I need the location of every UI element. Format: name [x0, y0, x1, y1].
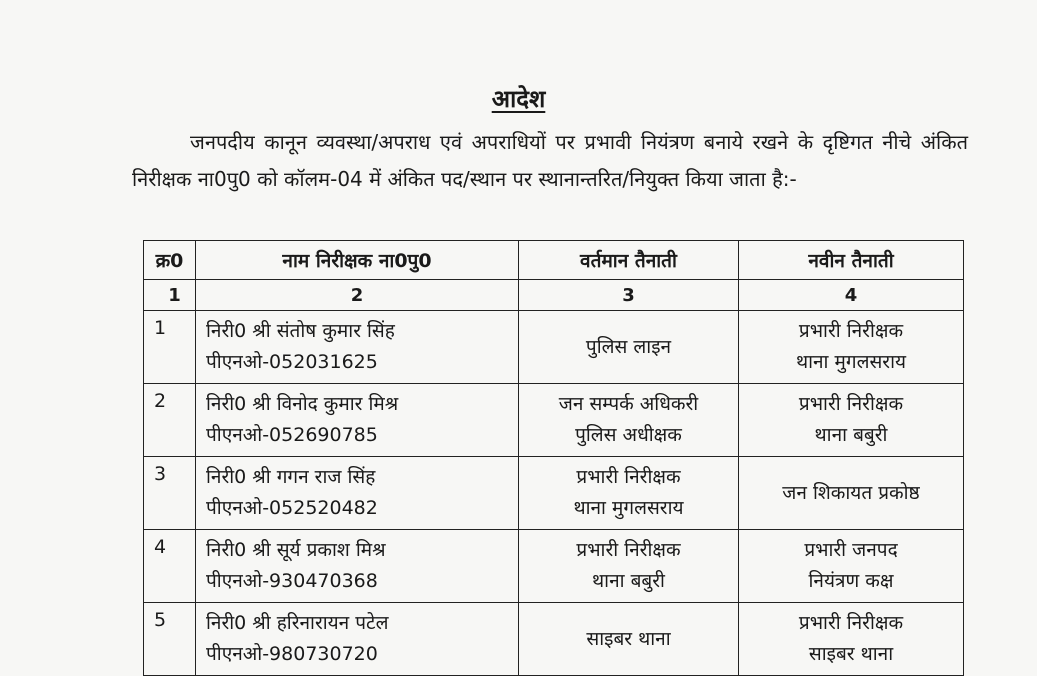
column-number-row: [144, 280, 964, 311]
current-posting-line: प्रभारी निरीक्षक: [576, 539, 681, 561]
inspector-pno: पीएनओ-052031625: [206, 351, 378, 373]
header-sn: क्र0: [144, 241, 196, 280]
column-number: 4: [739, 280, 964, 311]
header-row: [144, 241, 964, 280]
new-posting-line: प्रभारी निरीक्षक: [798, 320, 904, 342]
new-posting-line: नियंत्रण कक्ष: [808, 570, 894, 592]
row-serial: 2: [144, 384, 196, 457]
inspector-cell: [196, 457, 519, 530]
inspector-cell: [196, 311, 519, 384]
current-posting: [519, 603, 739, 676]
current-posting: [519, 530, 739, 603]
inspector-cell: [196, 603, 519, 676]
transfer-table: [143, 240, 964, 676]
new-posting-line: थाना बबुरी: [814, 424, 888, 446]
row-serial: 5: [144, 603, 196, 676]
row-serial: 3: [144, 457, 196, 530]
table-row: [144, 457, 964, 530]
inspector-name: निरी0 श्री हरिनारायन पटेल: [206, 612, 389, 634]
header-current-posting: वर्तमान तैनाती: [519, 241, 739, 280]
document-title: आदेश: [491, 85, 546, 113]
new-posting: [739, 603, 964, 676]
new-posting-line: प्रभारी जनपद: [804, 539, 898, 561]
new-posting: [739, 384, 964, 457]
new-posting-line: जन शिकायत प्रकोष्ठ: [782, 481, 920, 504]
inspector-cell: [196, 384, 519, 457]
new-posting-line: प्रभारी निरीक्षक: [798, 393, 904, 415]
new-posting-line: साइबर थाना: [808, 643, 894, 665]
inspector-name: निरी0 श्री संतोष कुमार सिंह: [206, 320, 395, 342]
current-posting-line: पुलिस अधीक्षक: [575, 424, 682, 446]
column-number: 3: [519, 280, 739, 311]
row-serial: 1: [144, 311, 196, 384]
current-posting-line: थाना मुगलसराय: [573, 497, 684, 519]
inspector-cell: [196, 530, 519, 603]
inspector-name: निरी0 श्री सूर्य प्रकाश मिश्र: [206, 539, 386, 561]
current-posting-line: पुलिस लाइन: [585, 335, 672, 358]
header-name: नाम निरीक्षक ना0पु0: [196, 241, 519, 280]
current-posting: [519, 384, 739, 457]
current-posting-line: जन सम्पर्क अधिकरी: [558, 393, 699, 415]
inspector-pno: पीएनओ-052520482: [206, 497, 378, 519]
inspector-pno: पीएनओ-052690785: [206, 424, 378, 446]
table-row: [144, 311, 964, 384]
new-posting: [739, 457, 964, 530]
order-paragraph: जनपदीय कानून व्यवस्था/अपराध एवं अपराधियों पर प्रभावी नियंत्रण बनाये रखने के दृष्टिगत नीचे अंकित निरीक्षक ना0पु0 को कॉलम-04 में अंकित पद/स्थान पर स्थानान्तरित/नियुक्त किया जाता है:-: [132, 130, 968, 191]
new-posting: [739, 530, 964, 603]
current-posting: [519, 311, 739, 384]
table-row: [144, 384, 964, 457]
inspector-name: निरी0 श्री विनोद कुमार मिश्र: [206, 393, 399, 415]
current-posting-line: प्रभारी निरीक्षक: [576, 466, 681, 488]
current-posting-line: साइबर थाना: [586, 627, 671, 650]
new-posting-line: थाना मुगलसराय: [795, 351, 907, 373]
inspector-pno: पीएनओ-930470368: [206, 570, 378, 592]
table-row: [144, 530, 964, 603]
inspector-name: निरी0 श्री गगन राज सिंह: [206, 466, 376, 488]
column-number: 2: [196, 280, 519, 311]
inspector-pno: पीएनओ-980730720: [206, 643, 378, 665]
column-number: 1: [144, 280, 196, 311]
table-row: [144, 603, 964, 676]
new-posting: [739, 311, 964, 384]
row-serial: 4: [144, 530, 196, 603]
new-posting-line: प्रभारी निरीक्षक: [798, 612, 904, 634]
header-new-posting: नवीन तैनाती: [739, 241, 964, 280]
current-posting-line: थाना बबुरी: [592, 570, 665, 592]
current-posting: [519, 457, 739, 530]
